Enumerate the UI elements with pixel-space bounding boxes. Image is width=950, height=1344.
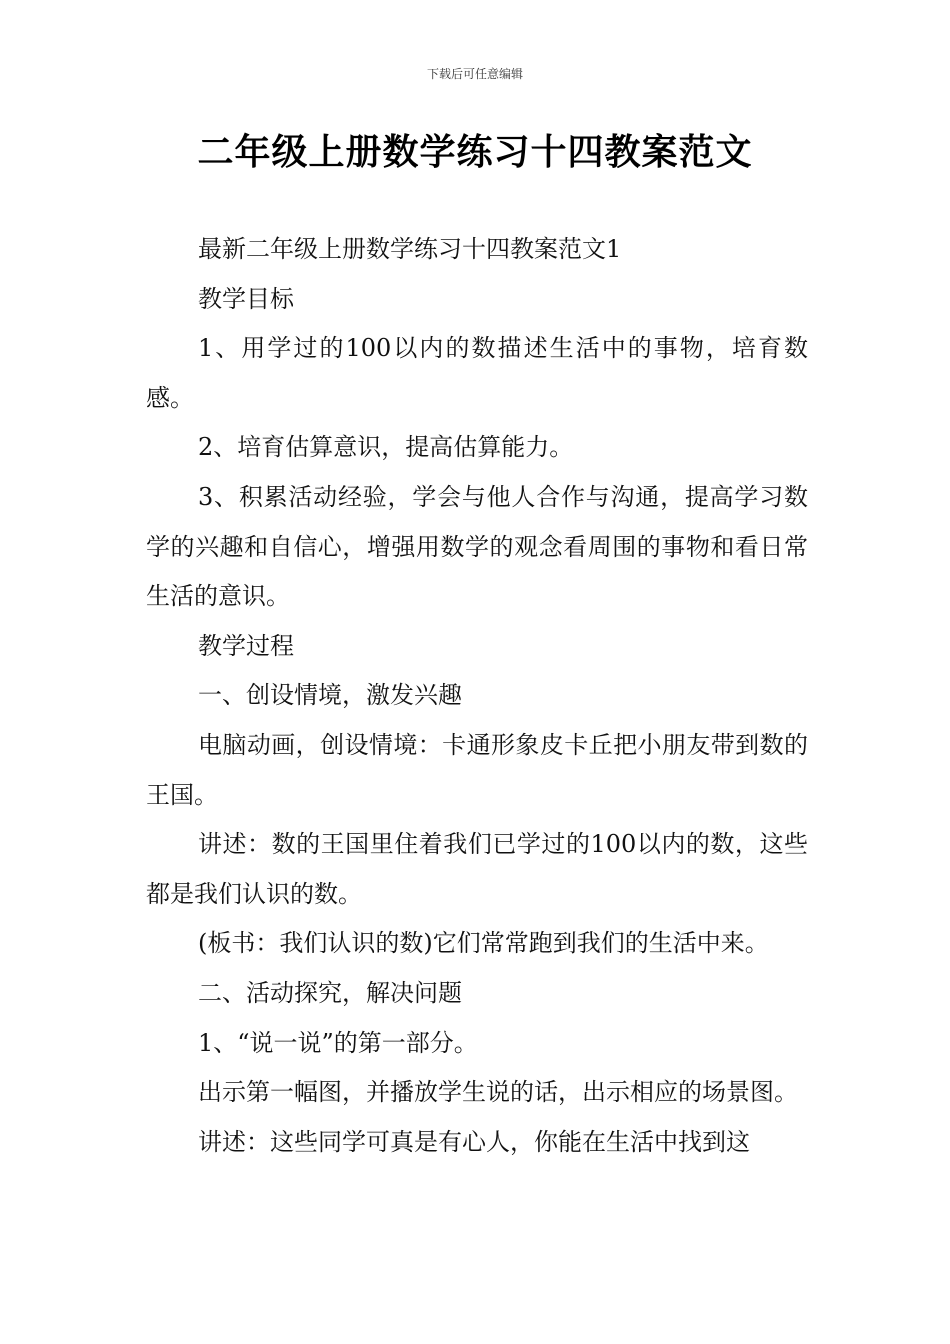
header-note: 下载后可任意编辑: [426, 67, 523, 81]
document-body: [146, 225, 808, 1167]
paragraph-animation: 电脑动画，创设情境：卡通形象皮卡丘把小朋友带到数的王国。: [146, 730, 808, 809]
paragraph-goal-2: 2、培育估算意识，提高估算能力。: [198, 433, 574, 462]
paragraph-blackboard: (板书：我们认识的数)它们常常跑到我们的生活中来。: [198, 929, 769, 958]
paragraph-goal-1: 1、用学过的100以内的数描述生活中的事物，培育数感。: [146, 334, 808, 412]
paragraph-section-1: 一、创设情境，激发兴趣: [198, 681, 462, 710]
paragraph-heading-process: 教学过程: [198, 631, 294, 660]
paragraph-say-part-1: 1、“说一说”的第一部分。: [198, 1028, 478, 1057]
paragraph-section-2: 二、活动探究，解决问题: [198, 978, 462, 1007]
paragraph-show-picture: 出示第一幅图，并播放学生说的话，出示相应的场景图。: [198, 1078, 798, 1107]
paragraph-heading-goals: 教学目标: [198, 284, 294, 313]
paragraph-narration-2: 讲述：这些同学可真是有心人，你能在生活中找到这: [198, 1127, 750, 1156]
document-title: 二年级上册数学练习十四教案范文: [197, 131, 753, 173]
paragraph-subtitle: 最新二年级上册数学练习十四教案范文1: [198, 235, 622, 263]
paragraph-goal-3: 3、积累活动经验，学会与他人合作与沟通，提高学习数学的兴趣和自信心，增强用数学的观念看周围的事物和看日常生活的意识。: [146, 482, 808, 611]
paragraph-narration-1: 讲述：数的王国里住着我们已学过的100以内的数，这些都是我们认识的数。: [146, 830, 808, 908]
